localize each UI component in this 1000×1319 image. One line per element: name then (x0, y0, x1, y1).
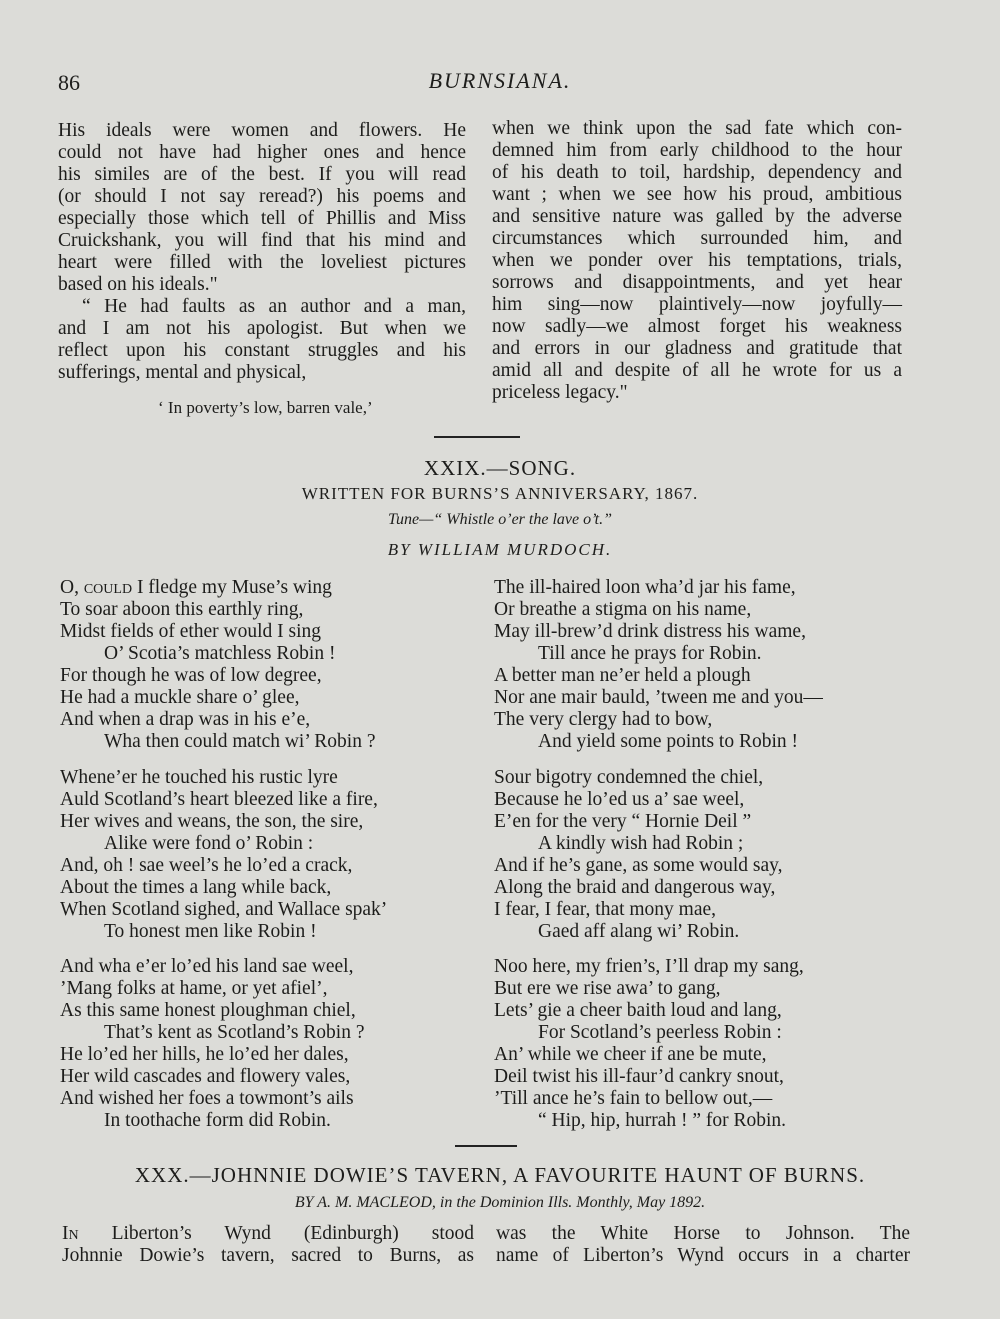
verse-line: That’s kent as Scotland’s Robin ? (104, 1022, 365, 1043)
text-line: when we think upon the sad fate which con- (492, 118, 902, 139)
verse-line: To honest men like Robin ! (104, 921, 317, 942)
verse-line (60, 577, 375, 599)
verse-line: And if he’s gane, as some would say, (494, 855, 783, 876)
text-line: now sadly—we almost forget his weakness (492, 316, 902, 337)
verse-line: In toothache form did Robin. (104, 1110, 331, 1131)
verse-line: Nor ane mair bauld, ’tween me and you— (494, 687, 823, 708)
text-line: could not have had higher ones and hence (58, 142, 466, 163)
verse-line: When Scotland sighed, and Wallace spak’ (60, 899, 388, 920)
song-title: XXIX.—SONG. (423, 456, 577, 480)
verse-line: And wha e’er lo’ed his land sae weel, (60, 956, 354, 977)
article-left-column (62, 1223, 474, 1267)
text-line: sorrows and disappointments, and yet hear (492, 272, 902, 293)
verse-line: May ill-brew’d drink distress his wame, (494, 621, 806, 642)
verse-line: Noo here, my frien’s, I’ll drap my sang, (494, 956, 804, 977)
running-title: BURNSIANA. (428, 68, 572, 93)
verse-line: Along the braid and dangerous way, (494, 877, 776, 898)
text-line: especially those which tell of Phillis and Miss (58, 208, 466, 229)
text-line: of his death to toil, hardship, dependency and (492, 162, 902, 183)
verse-line: An’ while we cheer if ane be mute, (494, 1044, 767, 1065)
text-line: when we ponder over his temptations, trials, (492, 250, 902, 271)
text-line (62, 1223, 474, 1245)
section-divider (434, 436, 520, 438)
page-number: 86 (58, 70, 80, 95)
text-line: circumstances which surrounded him, and (492, 228, 902, 249)
verse-left-1 (60, 577, 375, 753)
song-tune: Tune—“ Whistle o’er the lave o’t.” (388, 511, 612, 528)
verse-line: Midst fields of ether would I sing (60, 621, 322, 642)
text-line: heart were filled with the loveliest pictures (58, 252, 466, 273)
verse-line: Her wives and weans, the son, the sire, (60, 811, 364, 832)
text-line-rest: Liberton’s Wynd (Edinburgh) stood (111, 1223, 475, 1244)
verse-line: “ Hip, hip, hurrah ! ” for Robin. (538, 1110, 787, 1131)
verse-line: About the times a lang while back, (60, 877, 332, 898)
first-word: In (62, 1223, 79, 1244)
verse-left-2 (60, 767, 387, 943)
verse-line: A kindly wish had Robin ; (538, 833, 744, 854)
verse-line: ’Till ance he’s fain to bellow out,— (494, 1088, 773, 1109)
verse-line: Wha then could match wi’ Robin ? (104, 731, 376, 752)
text-line: His ideals were women and flowers. He (58, 120, 466, 141)
verse-left-3 (60, 956, 365, 1132)
verse-line: And, oh ! sae weel’s he lo’ed a crack, (60, 855, 353, 876)
text-line: and errors in our gladness and gratitude that (492, 338, 902, 359)
verse-line: Lets’ gie a cheer baith loud and lang, (494, 1000, 782, 1021)
verse-line: Alike were fond o’ Robin : (104, 833, 314, 854)
article-title: XXX.—JOHNNIE DOWIE’S TAVERN, A FAVOURITE HAUNT OF BURNS. (134, 1163, 866, 1187)
verse-line: E’en for the very “ Hornie Deil ” (494, 811, 752, 832)
section-divider (455, 1145, 517, 1147)
verse-line: Auld Scotland’s heart bleezed like a fire, (60, 789, 378, 810)
verse-line: The ill-haired loon wha’d jar his fame, (494, 577, 796, 598)
text-line: Cruickshank, you will find that his mind and (58, 230, 466, 251)
prose-left-column (58, 120, 466, 384)
text-line: (or should I not say reread?) his poems and (58, 186, 466, 207)
verse-line: Because he lo’ed us a’ sae weel, (494, 789, 745, 810)
verse-line: Gaed aff alang wi’ Robin. (538, 921, 740, 942)
verse-line: But ere we rise awa’ to gang, (494, 978, 721, 999)
verse-line: Or breathe a stigma on his name, (494, 599, 752, 620)
verse-line: A better man ne’er held a plough (494, 665, 751, 686)
first-word: O, could (60, 577, 133, 598)
verse-line: To soar aboon this earthly ring, (60, 599, 304, 620)
verse-right-3 (494, 956, 804, 1132)
verse-line: For though he was of low degree, (60, 665, 322, 686)
text-line: Johnnie Dowie’s tavern, sacred to Burns, as (62, 1245, 474, 1266)
verse-line: And when a drap was in his e’e, (60, 709, 311, 730)
text-line: want ; when we see how his proud, ambitious (492, 184, 902, 205)
verse-line: He lo’ed her hills, he lo’ed her dales, (60, 1044, 349, 1065)
verse-line: Deil twist his ill-faur’d cankry snout, (494, 1066, 784, 1087)
text-line: him sing—now plaintively—now joyfully— (492, 294, 902, 315)
verse-line: The very clergy had to bow, (494, 709, 713, 730)
verse-line: Till ance he prays for Robin. (538, 643, 762, 664)
verse-line: O’ Scotia’s matchless Robin ! (104, 643, 336, 664)
verse-line: And wished her foes a towmont’s ails (60, 1088, 354, 1109)
text-line: reflect upon his constant struggles and his (58, 340, 466, 361)
text-line: his similes are of the best. If you will read (58, 164, 466, 185)
text-line: amid all and despite of all he wrote for us a (492, 360, 902, 381)
song-byline: BY WILLIAM MURDOCH. (387, 540, 613, 559)
article-byline: BY A. M. MACLEOD, in the Dominion Ills. Monthly, May 1892. (294, 1194, 706, 1211)
article-right-column (496, 1223, 910, 1267)
verse-line: ’Mang folks at hame, or yet afiel’, (60, 978, 328, 999)
inline-quote: ‘ In poverty’s low, barren vale,’ (158, 398, 373, 417)
text-line: was the White Horse to Johnson. The (496, 1223, 910, 1244)
verse-line: Her wild cascades and flowery vales, (60, 1066, 351, 1087)
song-subtitle: WRITTEN FOR BURNS’S ANNIVERSARY, 1867. (301, 484, 699, 503)
text-line: demned him from early childhood to the hour (492, 140, 902, 161)
text-line: sufferings, mental and physical, (58, 362, 307, 383)
verse-line: As this same honest ploughman chiel, (60, 1000, 356, 1021)
text-line: name of Liberton’s Wynd occurs in a charter (496, 1245, 910, 1266)
verse-right-1 (494, 577, 823, 753)
verse-line: Sour bigotry condemned the chiel, (494, 767, 764, 788)
prose-right-column (492, 118, 902, 404)
verse-right-2 (494, 767, 782, 943)
verse-line: He had a muckle share o’ glee, (60, 687, 300, 708)
text-line: and sensitive nature was galled by the adverse (492, 206, 902, 227)
verse-line: I fear, I fear, that mony mae, (494, 899, 717, 920)
verse-line: For Scotland’s peerless Robin : (538, 1022, 782, 1043)
verse-line-text: I fledge my Muse’s wing (136, 577, 332, 598)
text-line: and I am not his apologist. But when we (58, 318, 466, 339)
verse-line: Whene’er he touched his rustic lyre (60, 767, 338, 788)
text-line: based on his ideals." (58, 274, 218, 295)
text-line: priceless legacy." (492, 382, 628, 403)
text-line: “ He had faults as an author and a man, (82, 296, 466, 317)
verse-line: And yield some points to Robin ! (538, 731, 798, 752)
